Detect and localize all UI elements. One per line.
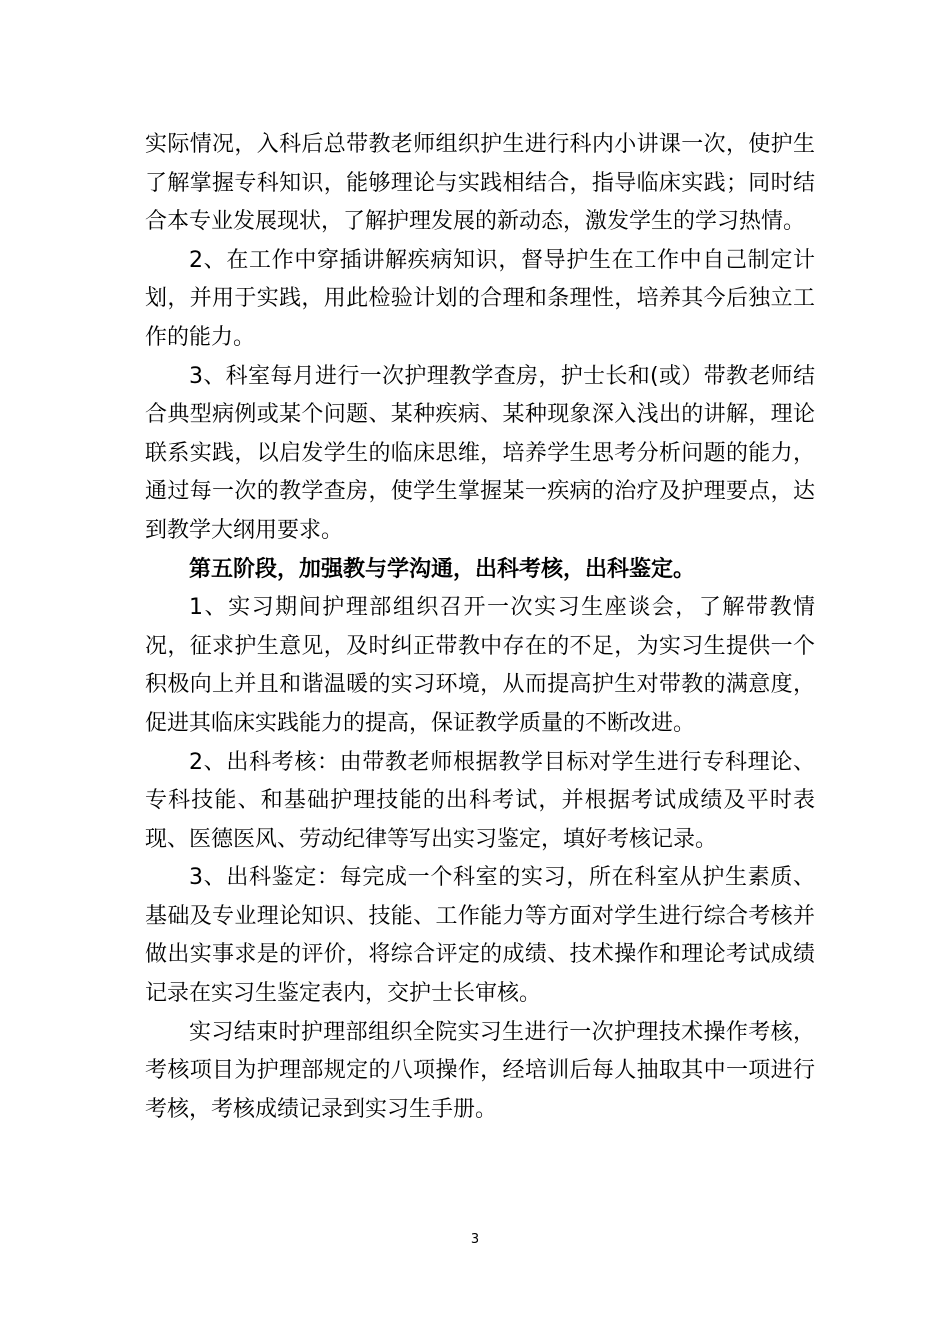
paragraph-item-2: 2、在工作中穿插讲解疾病知识，督导护生在工作中自己制定计划，并用于实践，用此检验计划的合理和条理性，培养其今后独立工作的能力。 [145, 247, 815, 350]
body-text [145, 126, 815, 1129]
paragraph-item-3: 3、科室每月进行一次护理教学查房，护士长和(或）带教老师结合典型病例或某个问题、某种疾病、某种现象深入浅出的讲解，理论联系实践，以启发学生的临床思维，培养学生思考分析问题的能力，通过每一次的教学查房，使学生掌握某一疾病的治疗及护理要点，达到教学大纲用要求。 [145, 363, 815, 543]
paragraph-continuation: 实际情况，入科后总带教老师组织护生进行科内小讲课一次，使护生了解掌握专科知识，能够理论与实践相结合，指导临床实践；同时结合本专业发展现状，了解护理发展的新动态，激发学生的学习热情。 [145, 132, 815, 235]
paragraph-stage5-item-1: 1、实习期间护理部组织召开一次实习生座谈会，了解带教情况，征求护生意见，及时纠正带教中存在的不足，为实习生提供一个积极向上并且和谐温暖的实习环境，从而提高护生对带教的满意度，促进其临床实践能力的提高，保证教学质量的不断改进。 [145, 595, 815, 736]
paragraph-stage5-item-3: 3、出科鉴定：每完成一个科室的实习，所在科室从护生素质、基础及专业理论知识、技能、工作能力等方面对学生进行综合考核并做出实事求是的评价，将综合评定的成绩、技术操作和理论考试成绩记录在实习生鉴定表内，交护士长审核。 [145, 865, 815, 1007]
section-heading: 第五阶段，加强教与学沟通，出科考核，出科鉴定。 [189, 556, 696, 582]
paragraph-final: 实习结束时护理部组织全院实习生进行一次护理技术操作考核，考核项目为护理部规定的八项操作，经培训后每人抽取其中一项进行考核，考核成绩记录到实习生手册。 [145, 1019, 815, 1122]
paragraph-stage5-item-2: 2、出科考核：由带教老师根据教学目标对学生进行专科理论、专科技能、和基础护理技能的出科考试，并根据考试成绩及平时表现、医德医风、劳动纪律等写出实习鉴定，填好考核记录。 [145, 749, 815, 852]
page-number: 3 [470, 1232, 480, 1247]
